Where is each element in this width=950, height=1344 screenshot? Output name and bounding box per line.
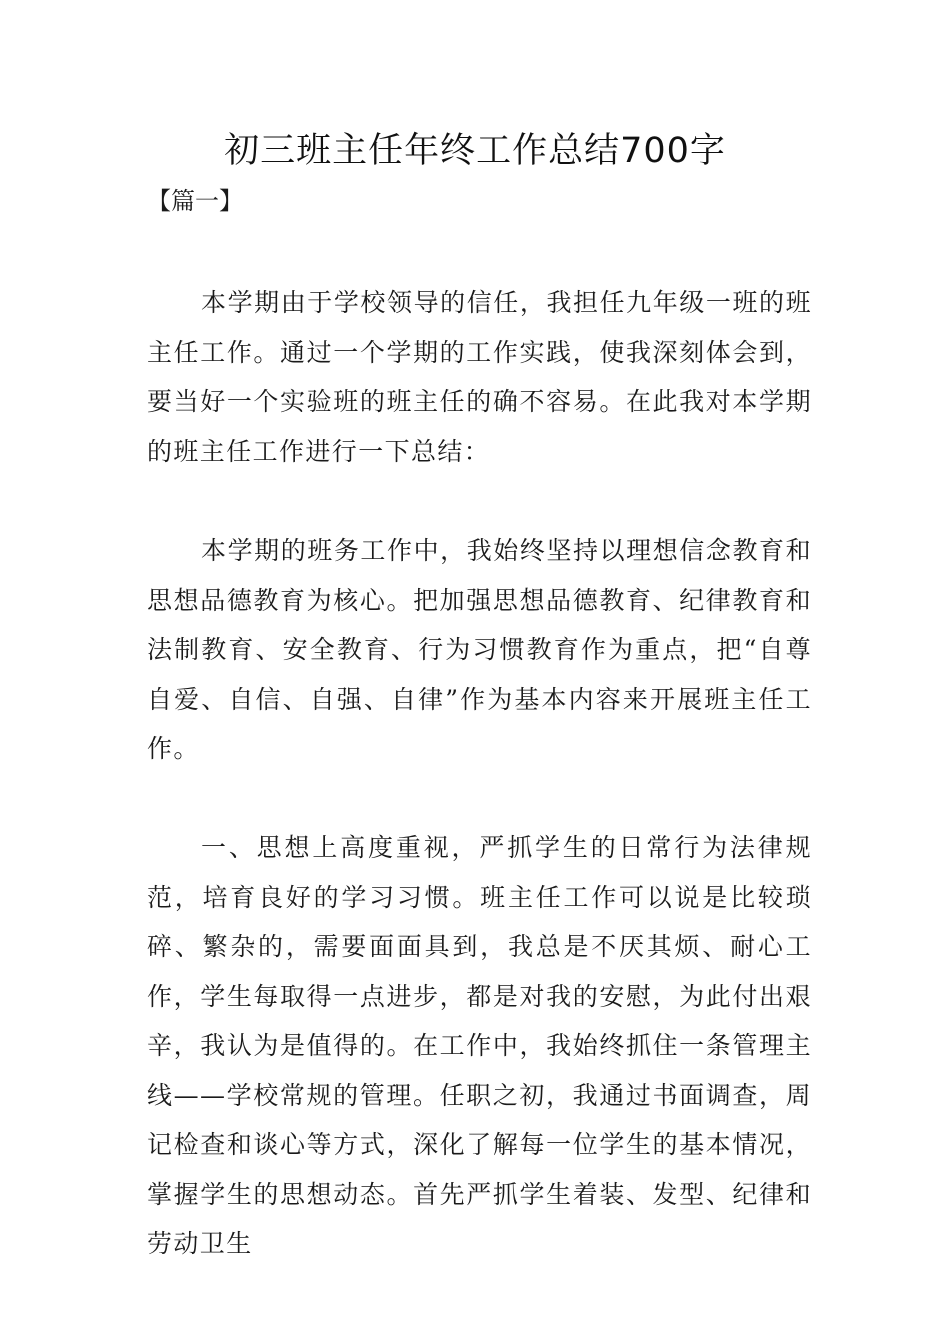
paragraph: 一、思想上高度重视，严抓学生的日常行为法律规范，培育良好的学习习惯。班主任工作可以说是比较琐碎、繁杂的，需要面面具到，我总是不厌其烦、耐心工作，学生每取得一点进步，都是对我的安慰，为此付出艰辛，我认为是值得的。在工作中，我始终抓住一条管理主线——学校常规的管理。任职之初，我通过书面调查，周记检查和谈心等方式，深化了解每一位学生的基本情况，掌握学生的思想动态。首先严抓学生着装、发型、纪律和劳动卫生	[147, 833, 812, 1258]
paragraph: 本学期的班务工作中，我始终坚持以理想信念教育和思想品德教育为核心。把加强思想品德教育、纪律教育和法制教育、安全教育、行为习惯教育作为重点，把“自尊自爱、自信、自强、自律”作为基本内容来开展班主任工作。	[147, 536, 812, 763]
paragraph: 本学期由于学校领导的信任，我担任九年级一班的班主任工作。通过一个学期的工作实践，使我深刻体会到，要当好一个实验班的班主任的确不容易。在此我对本学期的班主任工作进行一下总结：	[147, 288, 812, 466]
section-label: 【篇一】	[147, 187, 243, 215]
document-title: 初三班主任年终工作总结700字	[224, 131, 726, 171]
